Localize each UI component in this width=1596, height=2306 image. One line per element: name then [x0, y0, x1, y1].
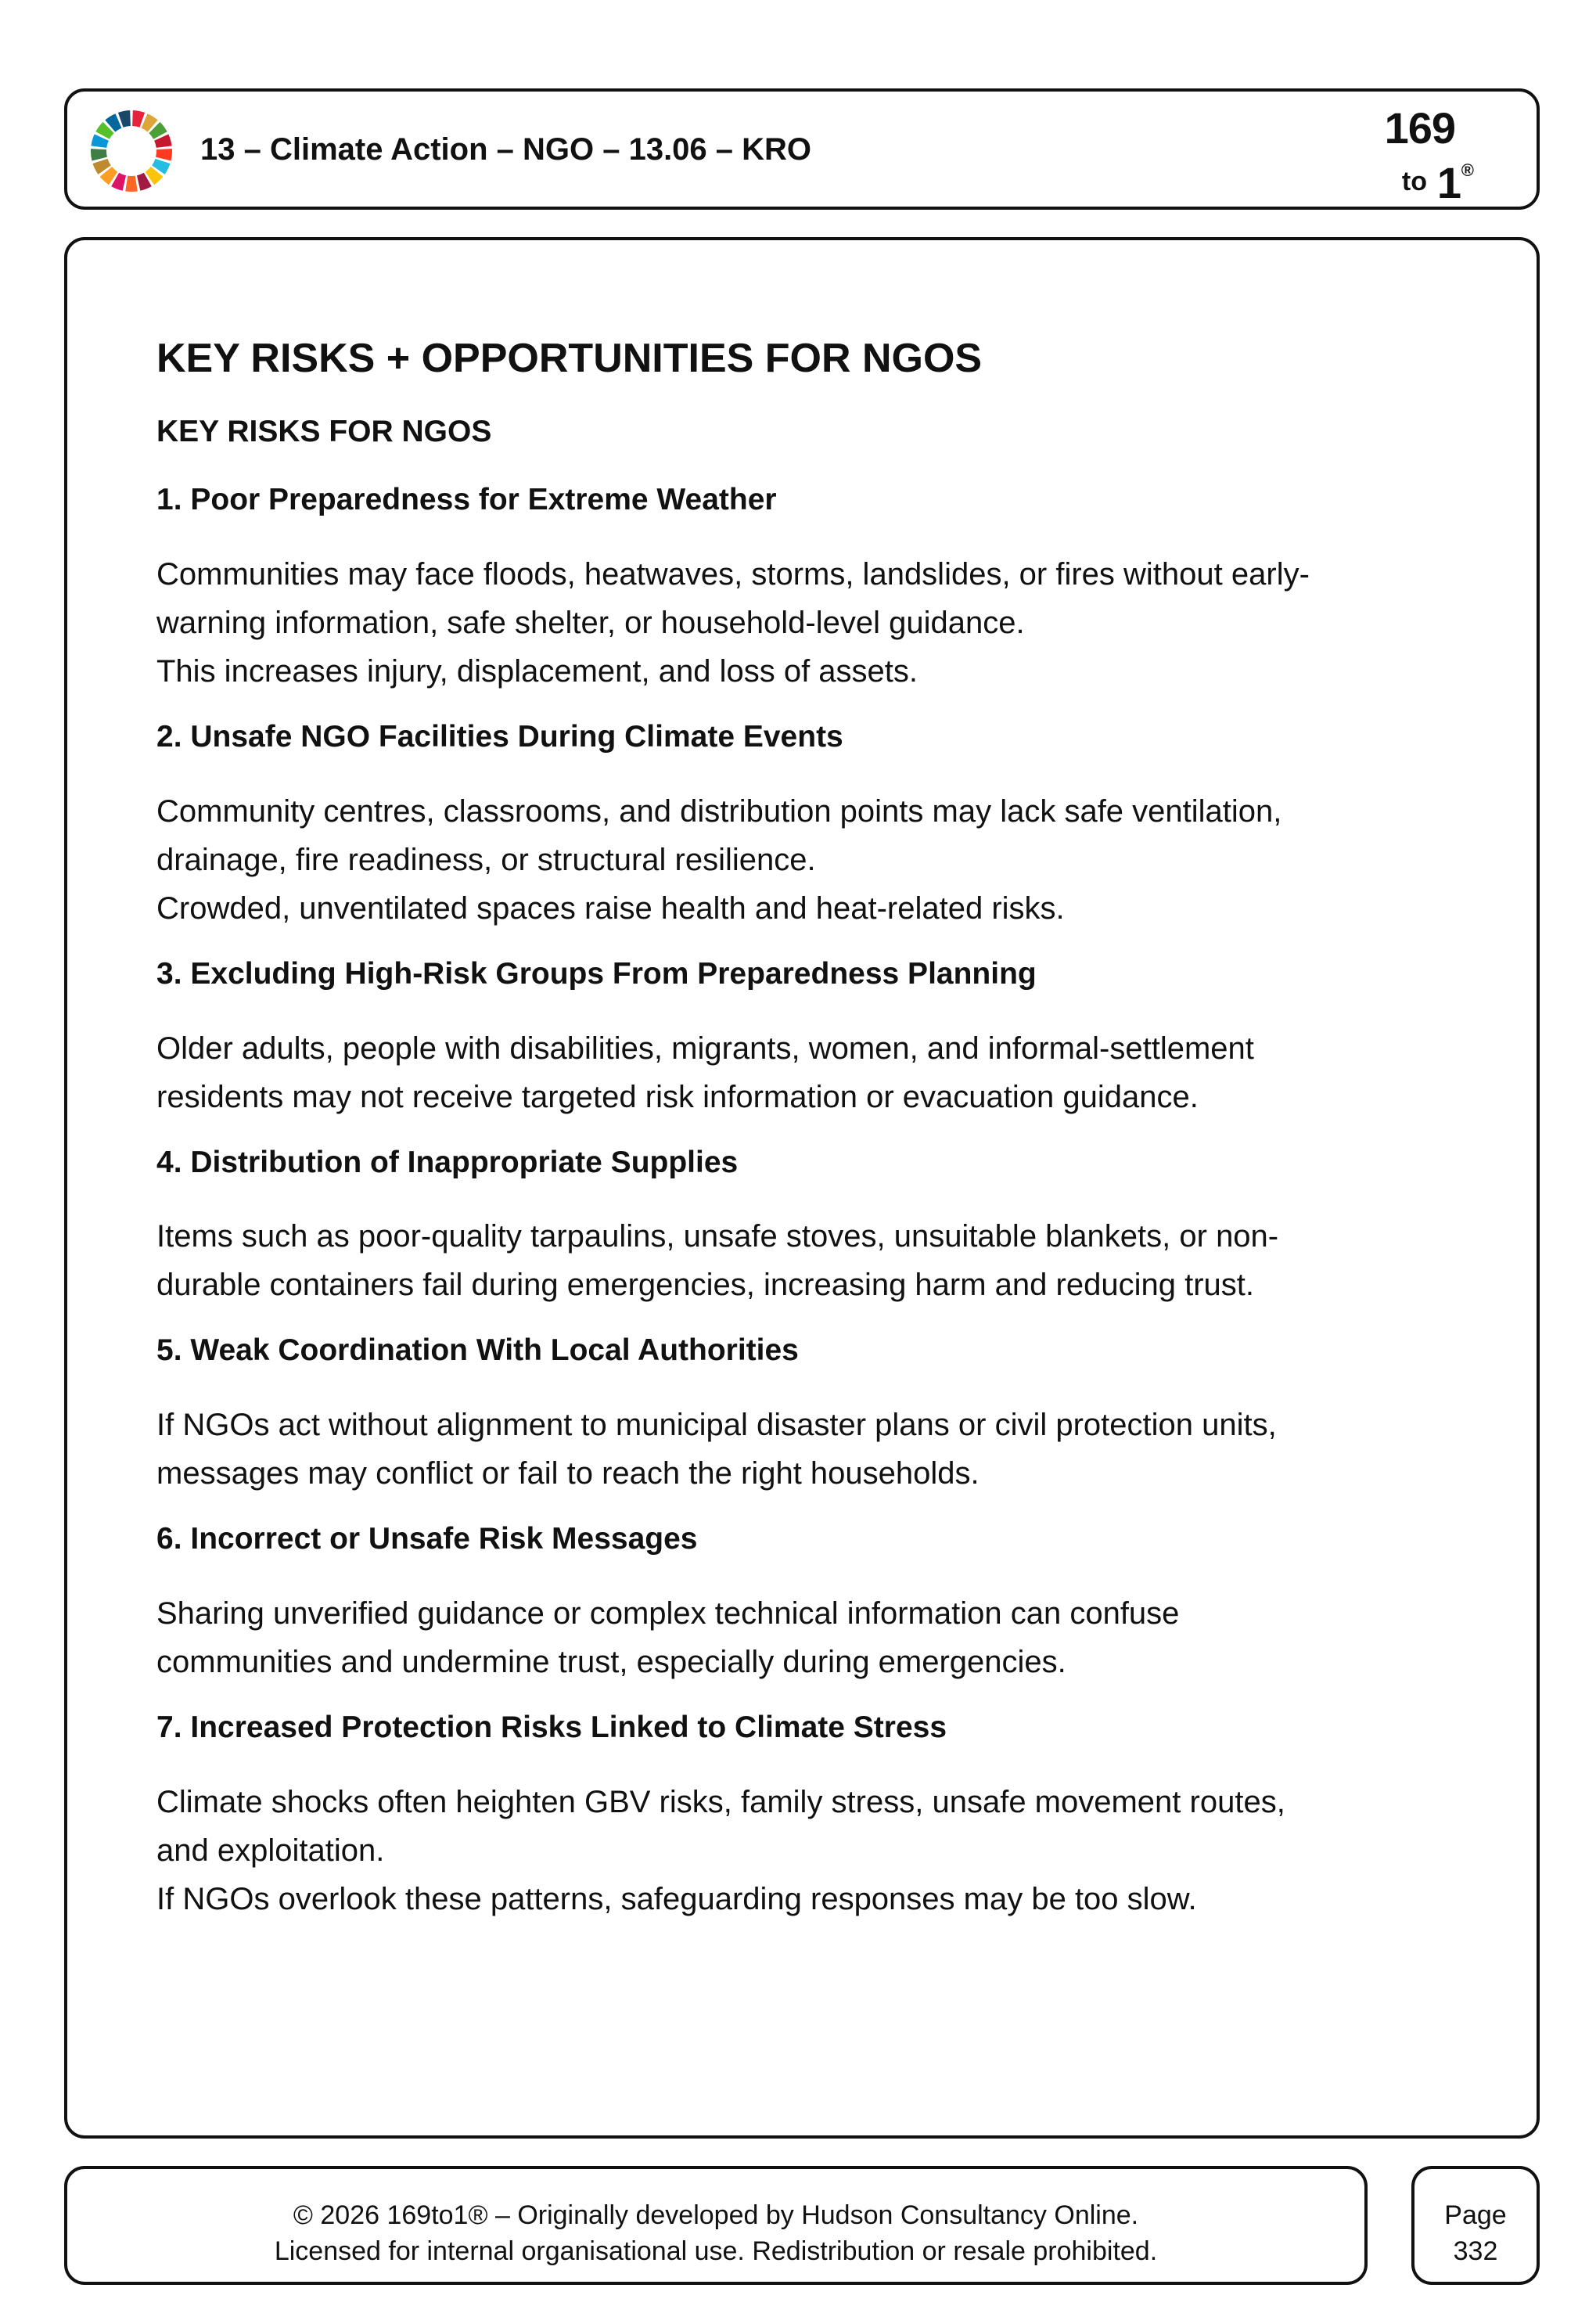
header-bar [64, 88, 1540, 210]
page-number: 332 [1453, 2236, 1498, 2266]
risk-heading: 7. Increased Protection Risks Linked to Climate Stress [156, 1710, 947, 1744]
risk-description [156, 1024, 1440, 1121]
risk-description-line: This increases injury, displacement, and loss of assets. [156, 653, 918, 689]
sdg-wheel-icon [89, 109, 174, 193]
risk-heading: 6. Incorrect or Unsafe Risk Messages [156, 1522, 698, 1556]
risk-item [156, 1145, 1440, 1310]
risk-description [156, 787, 1440, 933]
sdg-wheel-segment [156, 149, 172, 160]
risk-heading: 5. Weak Coordination With Local Authorities [156, 1333, 799, 1368]
risk-description [156, 1589, 1440, 1686]
copyright-line: © 2026 169to1® – Originally developed by Hudson Consultancy Online. [293, 2200, 1139, 2230]
risk-heading: 1. Poor Preparedness for Extreme Weather [156, 483, 777, 517]
main-content-panel [64, 237, 1540, 2139]
risk-description-line: If NGOs act without alignment to municipal disaster plans or civil protection units, [156, 1408, 1277, 1443]
risk-description-line: durable containers fail during emergencies, increasing harm and reducing trust. [156, 1268, 1254, 1303]
risk-description-line: and exploitation. [156, 1833, 385, 1868]
brand-number: 169 [1384, 103, 1455, 153]
page-title: KEY RISKS + OPPORTUNITIES FOR NGOS [156, 336, 983, 381]
risk-item [156, 1521, 1440, 1686]
document-title: 13 – Climate Action – NGO – 13.06 – KRO [200, 132, 812, 167]
page-number-box [1411, 2166, 1540, 2285]
risk-list [156, 482, 1440, 1923]
risk-description-line: Crowded, unventilated spaces raise health and heat-related risks. [156, 890, 1065, 926]
section-title: KEY RISKS FOR NGOS [156, 415, 492, 449]
risk-description-line: Older adults, people with disabilities, migrants, women, and informal-settlement [156, 1031, 1254, 1066]
risk-description-line: communities and undermine trust, especially during emergencies. [156, 1644, 1066, 1679]
risk-item [156, 482, 1440, 696]
sdg-wheel-segment [91, 149, 107, 160]
risk-description-line: messages may conflict or fail to reach the right households. [156, 1456, 980, 1491]
risk-item [156, 956, 1440, 1121]
license-line: Licensed for internal organisational use. Redistribution or resale prohibited. [274, 2236, 1158, 2266]
sdg-wheel-segment [125, 176, 138, 192]
footer-copyright-box [64, 2166, 1368, 2285]
risk-heading: 4. Distribution of Inappropriate Supplies [156, 1145, 739, 1179]
risk-description [156, 1401, 1440, 1498]
risk-description-line: residents may not receive targeted risk information or evacuation guidance. [156, 1079, 1199, 1114]
brand-logo [1372, 99, 1474, 207]
risk-item [156, 1710, 1440, 1923]
risk-description-line: drainage, fire readiness, or structural resilience. [156, 842, 816, 877]
footer-text [67, 2197, 1364, 2269]
content-area [156, 334, 1440, 1947]
risk-description-line: Communities may face floods, heatwaves, storms, landslides, or fires without early- [156, 556, 1310, 592]
risk-description-line: Items such as poor-quality tarpaulins, unsafe stoves, unsuitable blankets, or non- [156, 1219, 1279, 1254]
risk-description [156, 1778, 1440, 1923]
risk-item [156, 719, 1440, 933]
page-label: Page [1444, 2200, 1507, 2230]
risk-description-line: Climate shocks often heighten GBV risks, family stress, unsafe movement routes, [156, 1784, 1285, 1819]
risk-description-line: Community centres, classrooms, and distribution points may lack safe ventilation, [156, 793, 1282, 829]
risk-description-line: Sharing unverified guidance or complex technical information can confuse [156, 1595, 1180, 1631]
page-indicator [1414, 2197, 1537, 2269]
risk-heading: 2. Unsafe NGO Facilities During Climate Events [156, 719, 843, 754]
risk-item [156, 1333, 1440, 1498]
risk-heading: 3. Excluding High-Risk Groups From Preparedness Planning [156, 956, 1037, 991]
risk-description [156, 550, 1440, 696]
brand-registered-mark: ® [1461, 160, 1474, 180]
risk-description-line: warning information, safe shelter, or household-level guidance. [156, 605, 1025, 640]
risk-description-line: If NGOs overlook these patterns, safeguarding responses may be too slow. [156, 1881, 1197, 1916]
brand-one: 1 [1436, 158, 1461, 207]
risk-description [156, 1212, 1440, 1309]
brand-to: to [1401, 167, 1427, 196]
